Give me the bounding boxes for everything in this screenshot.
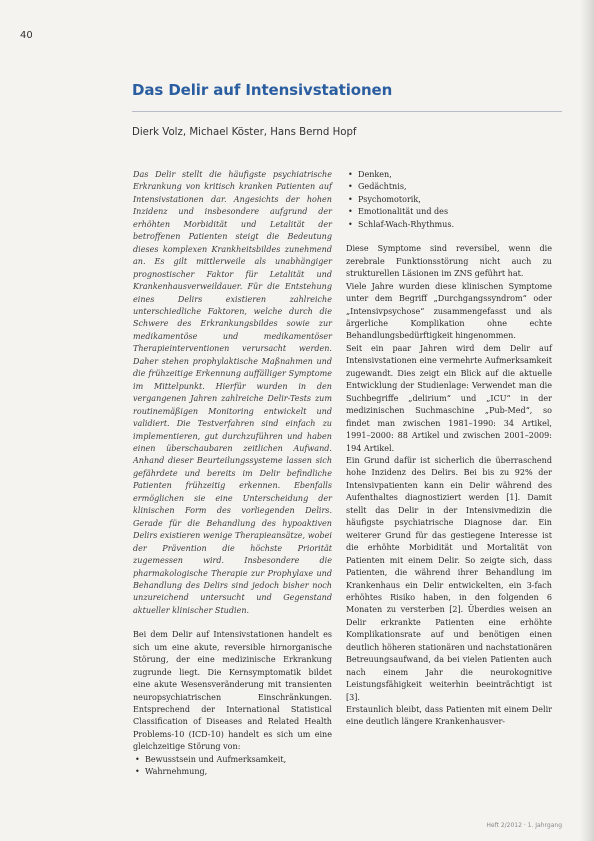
list-item: • Wahrnehmung, <box>133 766 332 778</box>
list-item: • Denken, <box>346 169 552 181</box>
bullet-icon: • <box>348 194 353 204</box>
bullet-icon: • <box>348 182 353 192</box>
list-item: • Gedächtnis, <box>346 181 552 193</box>
intro-paragraph: Bei dem Delir auf Intensivstationen handelt es sich um eine akute, reversible hirnorganische Störung, der eine medizinische Erkrankung zugrunde liegt. Die Kernsymptomatik bildet eine akute Wesensveränderung mit transienten neuropsychiatrischen Einschränkungen. Entsprechend der International Statistical Classification of Diseases and Related Health Problems-10 (ICD-10) handelt es sich um eine gleichzeitige Störung von: <box>133 630 332 752</box>
symptom-list-left <box>133 754 332 779</box>
page-footer: Heft 2/2012 · 1. Jahrgang <box>486 822 562 829</box>
list-item: • Psychomotorik, <box>346 194 552 206</box>
paragraph-reversibility: Diese Symptome sind reversibel, wenn die zerebrale Funktionsstörung nicht auch zu strukturellen Läsionen im ZNS geführt hat. <box>346 244 552 279</box>
left-column <box>133 169 332 779</box>
bullet-icon: • <box>348 219 353 229</box>
symptom-list-right <box>346 169 552 231</box>
page-number: 40 <box>20 30 33 41</box>
abstract-text: Das Delir stellt die häufigste psychiatrische Erkrankung von kritisch kranken Patienten auf Intensivstationen dar. Angesichts der hohen Inzidenz und insbesondere aufgrund der erhöhten Morbidität und Letalität der betroffenen Patienten steigt die Bedeutung dieses komplexen Krankheitsbildes zunehmend an. Es gilt mittlerweile als unabhängiger prognostischer Faktor für Letalität und Krankenhausverweildauer. Für die Entstehung eines Delirs existieren zahlreiche unterschiedliche Faktoren, welche durch die Schwere des Erkrankungsbildes sowie zur medikamentöse und medikamentöser Therapieinterventionen verursacht werden. Daher stehen prophylaktische Maßnahmen und die frühzeitige Erkennung auffälliger Symptome im Mittelpunkt. Hierfür wurden in den vergangenen Jahren zahlreiche Delir-Tests zum routinemäßigen Monitoring entwickelt und validiert. Die Testverfahren sind einfach zu implementieren, gut durchzuführen und haben einen überschaubaren zeitlichen Aufwand. Anhand dieser Beurteilungssysteme lassen sich gefährdete und bereits im Delir befindliche Patienten frühzeitig erkennen. Ebenfalls ermöglichen sie eine Unterscheidung der klinischen Form des vorliegenden Delirs. Gerade für die Behandlung des hypoaktiven Delirs existieren wenige Therapieansätze, wobei der Prävention die höchste Priorität zugemessen wird. Insbesondere die pharmakologische Therapie zur Prophylaxe und Behandlung des Delirs sind jedoch bisher noch unzureichend untersucht und Gegenstand aktueller klinischer Studien. <box>133 170 332 615</box>
abstract <box>133 169 332 617</box>
right-column <box>346 169 552 729</box>
list-item: • Bewusstsein und Aufmerksamkeit, <box>133 754 332 766</box>
title-divider <box>132 111 562 112</box>
list-item: • Schlaf-Wach-Rhythmus. <box>346 219 552 231</box>
paragraph-incidence: Ein Grund dafür ist sicherlich die überraschend hohe Inzidenz des Delirs. Bei bis zu 92% der Intensivpatienten kann ein Delir während des Aufenthaltes diagnostiziert werden [1]. Damit stellt das Delir in der Intensivmedizin die häufigste psychiatrische Diagnose dar. Ein weiterer Grund für das gestiegene Interesse ist die erhöhte Morbidität und Mortalität von Patienten mit einem Delir. So zeigte sich, dass Patienten, die während ihrer Behandlung im Krankenhaus ein Delir entwickelten, ein 3-fach erhöhtes Risiko haben, in den folgenden 6 Monaten zu versterben [2]. Überdies weisen an Delir erkrankte Patienten eine erhöhte Komplikationsrate auf und benötigen einen deutlich höheren stationären und nachstationären Betreuungsaufwand, da bei vielen Patienten auch nach einem Jahr die neurokognitive Leistungsfähigkeit weiterhin beeinträchtigt ist [3]. <box>346 455 552 702</box>
article-title: Das Delir auf Intensivstationen <box>132 81 393 99</box>
left-body <box>133 629 332 778</box>
bullet-icon: • <box>348 170 353 179</box>
paragraph-continued: Erstaunlich bleibt, dass Patienten mit einem Delir eine deutlich längere Krankenhausver- <box>346 705 552 727</box>
article-authors: Dierk Volz, Michael Köster, Hans Bernd Hopf <box>132 127 357 138</box>
paragraph-literature: Seit ein paar Jahren wird dem Delir auf Intensivstationen eine vermehrte Aufmerksamkeit zugewandt. Dies zeigt ein Blick auf die aktuelle Entwicklung der Studienlage: Verwendet man die Suchbegriffe „delirium“ und „ICU“ in der medizinischen Suchmaschine „Pub-Med“, so findet man zwischen 1981–1990: 34 Artikel, 1991–2000: 88 Artikel und zwischen 2001–2009: 194 Artikel. <box>346 343 552 453</box>
list-item: • Emotionalität und des <box>346 206 552 218</box>
page-edge-shadow <box>580 0 594 841</box>
bullet-icon: • <box>135 767 140 777</box>
bullet-icon: • <box>348 207 353 217</box>
bullet-icon: • <box>135 754 140 764</box>
paragraph-history: Viele Jahre wurden diese klinischen Symptome unter dem Begriff „Durchgangssyndrom“ oder „Intensivpsychose“ zusammengefasst und als ärgerliche Komplikation ohne echte Behandlungsbedürftigkeit hingenommen. <box>346 281 552 341</box>
